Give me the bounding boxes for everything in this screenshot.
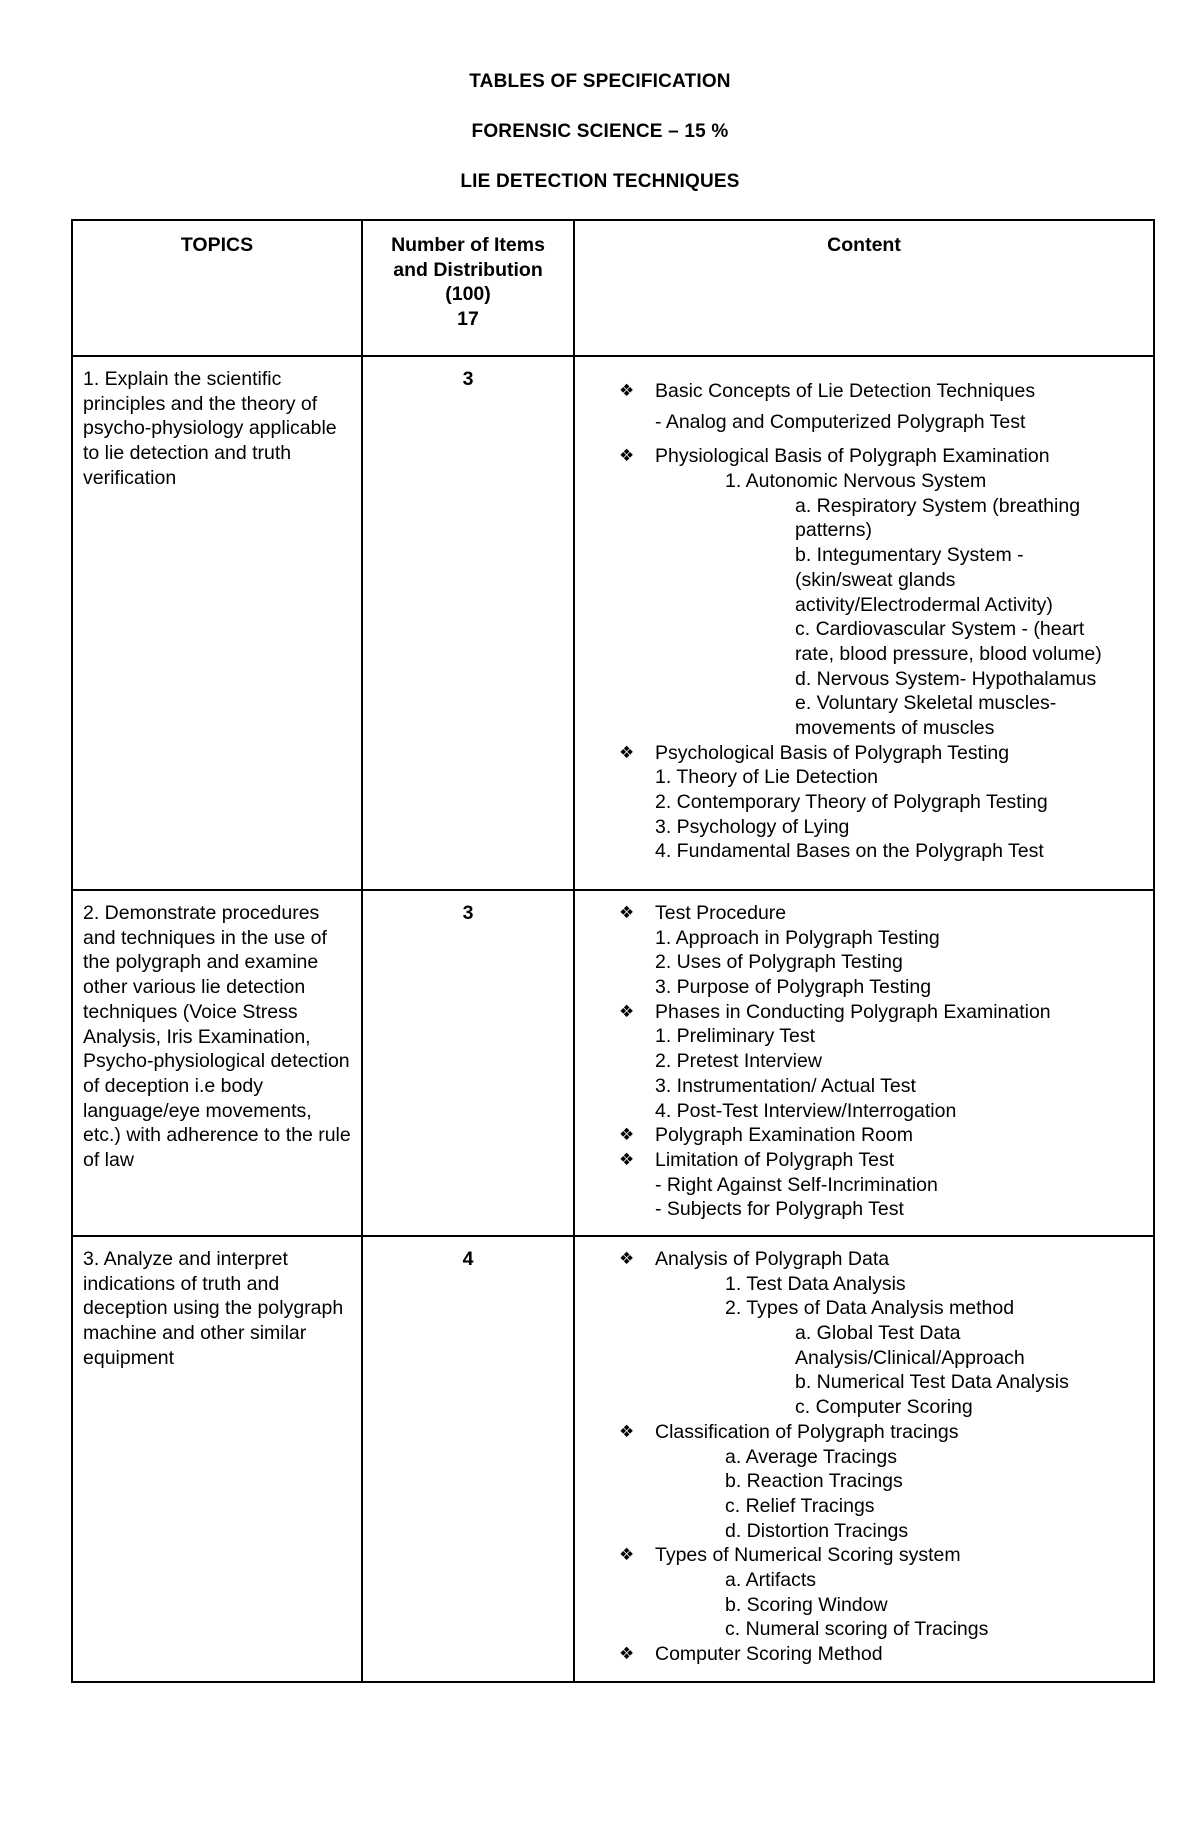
content-text: c. Computer Scoring: [795, 1396, 973, 1419]
content-line: [575, 617, 1149, 642]
content-line: [575, 765, 1149, 790]
content-text: 1. Approach in Polygraph Testing: [655, 926, 940, 949]
content-line: [575, 1469, 1149, 1494]
header-number-of-items: [362, 220, 574, 356]
content-line: [575, 901, 1149, 926]
header-content: Content: [574, 220, 1154, 356]
content-line: [575, 1543, 1149, 1568]
content-line: [575, 568, 1149, 593]
content-text: Computer Scoring Method: [655, 1643, 883, 1665]
content-text: Physiological Basis of Polygraph Examination: [655, 445, 1050, 468]
content-text: 1. Autonomic Nervous System: [725, 470, 987, 493]
content-line: [575, 469, 1149, 494]
content-text: Basic Concepts of Lie Detection Techniques: [655, 380, 1036, 402]
content-line: [575, 926, 1149, 951]
document-title: TABLES OF SPECIFICATION: [469, 71, 731, 92]
content-text: 3. Instrumentation/ Actual Test: [655, 1074, 916, 1097]
topic-cell: 2. Demonstrate procedures and techniques in the use of the polygraph and examine other various lie detection techniques (Voice Stress Analysis, Iris Examination, Psycho-physiological detection of deception i.e body language/eye movements, etc.) with adherence to the rule of law: [72, 890, 362, 1236]
content-text: Analysis of Polygraph Data: [655, 1248, 890, 1270]
content-line: [575, 1123, 1149, 1148]
content-text: - Subjects for Polygraph Test: [655, 1198, 904, 1221]
content-line: [575, 1024, 1149, 1049]
content-text: 2. Uses of Polygraph Testing: [655, 951, 903, 974]
content-line: [575, 741, 1149, 766]
content-line: [575, 518, 1149, 543]
content-text: Analysis/Clinical/Approach: [795, 1346, 1025, 1369]
content-text: d. Distortion Tracings: [725, 1519, 909, 1542]
content-text: Test Procedure: [655, 902, 787, 924]
content-text: 1. Theory of Lie Detection: [655, 766, 878, 789]
table-header-row: [72, 220, 1154, 356]
content-cell: [574, 1236, 1154, 1682]
header-items-line: (100): [445, 283, 491, 305]
diamond-bullet-icon: ❖: [619, 1149, 635, 1169]
content-text: c. Numeral scoring of Tracings: [725, 1618, 989, 1641]
content-text: 4. Fundamental Bases on the Polygraph Test: [655, 840, 1044, 863]
content-line: [575, 1272, 1149, 1297]
item-count-cell: 3: [362, 890, 574, 1236]
content-text: b. Reaction Tracings: [725, 1470, 903, 1493]
item-count-cell: 3: [362, 356, 574, 890]
header-items-line: 17: [457, 307, 479, 330]
content-text: c. Relief Tracings: [725, 1494, 875, 1517]
content-line: [575, 975, 1149, 1000]
content-line: [575, 1074, 1149, 1099]
content-line: [575, 1593, 1149, 1618]
diamond-bullet-icon: ❖: [619, 446, 635, 466]
header-items-line: and Distribution: [393, 258, 543, 281]
item-count-cell: 4: [362, 1236, 574, 1682]
content-line: [575, 1346, 1149, 1371]
content-line: [575, 815, 1149, 840]
content-line: [575, 1494, 1149, 1519]
content-line: [575, 1173, 1149, 1198]
content-line: [575, 1197, 1149, 1222]
content-line: [575, 494, 1149, 519]
specification-table: [71, 219, 1155, 1683]
content-line: [575, 667, 1149, 692]
content-line: [575, 1000, 1149, 1025]
content-line: [575, 1099, 1149, 1124]
content-text: 2. Types of Data Analysis method: [725, 1297, 1015, 1320]
content-text: 4. Post-Test Interview/Interrogation: [655, 1099, 957, 1122]
header-topics: TOPICS: [72, 220, 362, 356]
content-text: b. Integumentary System -: [795, 544, 1024, 567]
content-text: patterns): [795, 519, 872, 542]
content-text: 3. Psychology of Lying: [655, 815, 850, 838]
diamond-bullet-icon: ❖: [619, 1249, 635, 1268]
content-line: [575, 1617, 1149, 1642]
content-line: [575, 1370, 1149, 1395]
diamond-bullet-icon: ❖: [619, 1001, 635, 1021]
content-line: [575, 1420, 1149, 1445]
content-text: Psychological Basis of Polygraph Testing: [655, 741, 1010, 764]
diamond-bullet-icon: ❖: [619, 903, 635, 922]
content-cell: [574, 890, 1154, 1236]
content-line: [575, 1148, 1149, 1173]
diamond-bullet-icon: ❖: [619, 381, 635, 400]
table-row: [72, 1236, 1154, 1682]
content-line: [575, 691, 1149, 716]
content-text: Phases in Conducting Polygraph Examination: [655, 1000, 1051, 1023]
diamond-bullet-icon: ❖: [619, 1644, 635, 1663]
content-cell: [574, 356, 1154, 890]
table-row: [72, 356, 1154, 890]
diamond-bullet-icon: ❖: [619, 1125, 635, 1145]
content-text: activity/Electrodermal Activity): [795, 593, 1053, 616]
content-line: [575, 642, 1149, 667]
content-line: [575, 1321, 1149, 1346]
section-heading: LIE DETECTION TECHNIQUES: [460, 171, 740, 192]
content-line: [575, 543, 1149, 568]
content-line: [575, 1642, 1149, 1667]
content-text: - Analog and Computerized Polygraph Test: [655, 410, 1026, 433]
content-text: b. Numerical Test Data Analysis: [795, 1371, 1069, 1394]
content-line: [575, 716, 1149, 741]
content-line: [575, 410, 1149, 435]
content-line: [575, 1519, 1149, 1544]
content-text: - Right Against Self-Incrimination: [655, 1173, 938, 1196]
content-text: Types of Numerical Scoring system: [655, 1544, 961, 1567]
content-text: movements of muscles: [795, 716, 995, 739]
content-line: [575, 1296, 1149, 1321]
content-line: [575, 790, 1149, 815]
content-text: d. Nervous System- Hypothalamus: [795, 667, 1097, 690]
content-line: [575, 593, 1149, 618]
content-text: c. Cardiovascular System - (heart: [795, 618, 1085, 641]
content-line: [575, 1049, 1149, 1074]
content-text: 3. Purpose of Polygraph Testing: [655, 976, 932, 999]
content-text: rate, blood pressure, blood volume): [795, 642, 1102, 665]
content-line: [575, 1568, 1149, 1593]
topic-cell: 3. Analyze and interpret indications of truth and deception using the polygraph machine and other similar equipment: [72, 1236, 362, 1682]
content-line: [575, 950, 1149, 975]
content-text: a. Average Tracings: [725, 1445, 897, 1468]
content-line: [575, 1445, 1149, 1470]
content-line: [575, 379, 1149, 404]
content-text: 2. Pretest Interview: [655, 1050, 822, 1073]
content-text: e. Voluntary Skeletal muscles-: [795, 692, 1057, 715]
content-text: 2. Contemporary Theory of Polygraph Testing: [655, 791, 1048, 813]
header-items-line: Number of Items: [391, 234, 545, 256]
content-text: a. Respiratory System (breathing: [795, 494, 1081, 517]
content-text: 1. Test Data Analysis: [725, 1272, 906, 1295]
content-text: b. Scoring Window: [725, 1593, 888, 1616]
content-line: [575, 1247, 1149, 1272]
content-line: [575, 839, 1149, 864]
topic-cell: 1. Explain the scientific principles and the theory of psycho-physiology applicable to lie detection and truth verification: [72, 356, 362, 890]
subject-heading: FORENSIC SCIENCE – 15 %: [471, 121, 729, 142]
diamond-bullet-icon: ❖: [619, 1545, 635, 1565]
content-text: Polygraph Examination Room: [655, 1124, 913, 1147]
content-text: Limitation of Polygraph Test: [655, 1148, 895, 1171]
content-text: a. Global Test Data: [795, 1322, 961, 1345]
content-line: [575, 1395, 1149, 1420]
content-text: Classification of Polygraph tracings: [655, 1420, 959, 1443]
diamond-bullet-icon: ❖: [619, 1421, 635, 1441]
table-row: [72, 890, 1154, 1236]
diamond-bullet-icon: ❖: [619, 742, 635, 762]
content-text: a. Artifacts: [725, 1568, 817, 1591]
content-text: 1. Preliminary Test: [655, 1025, 816, 1048]
content-text: (skin/sweat glands: [795, 568, 956, 591]
content-line: [575, 444, 1149, 469]
